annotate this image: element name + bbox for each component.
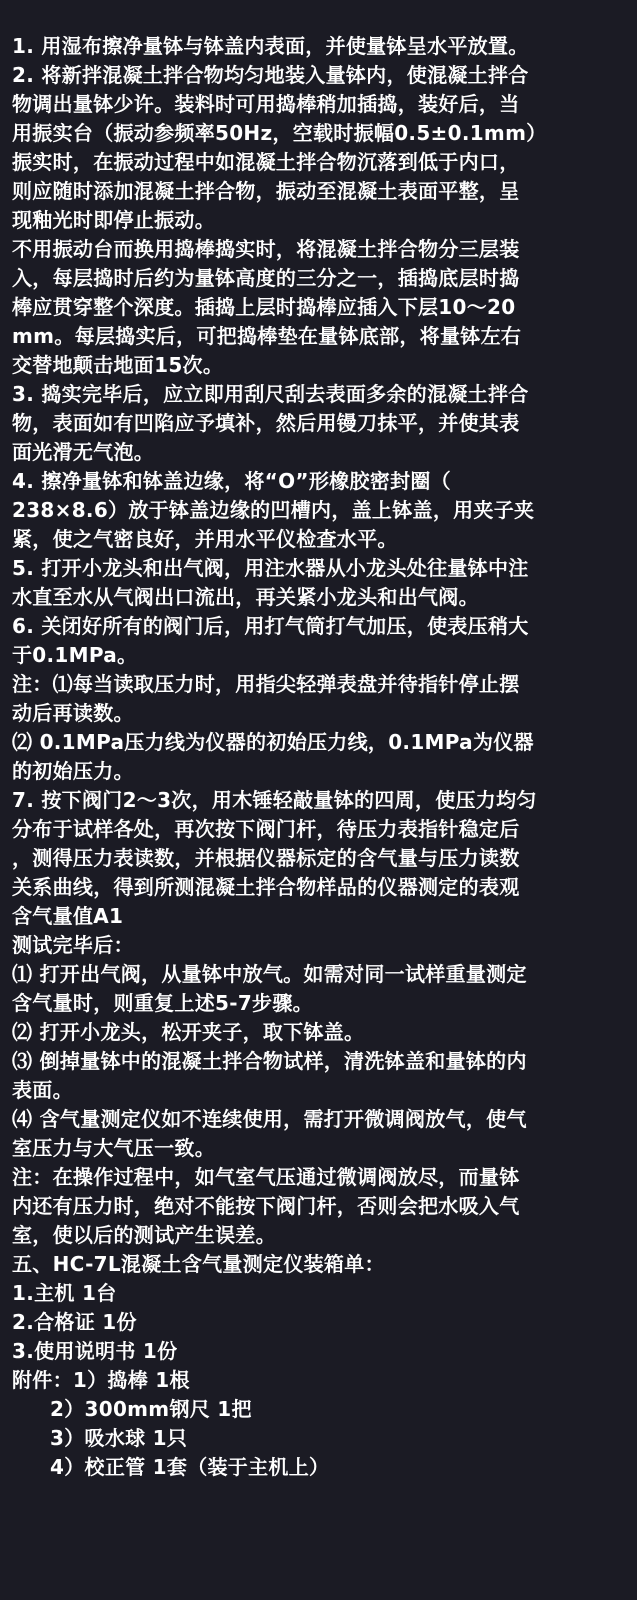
packing-list-item: 3.使用说明书 1份 xyxy=(12,1339,178,1363)
text-line: 3. 捣实完毕后，应立即用刮尺刮去表面多余的混凝土拌合 xyxy=(12,382,529,406)
text-line: 分布于试样各处，再次按下阀门杆，待压力表指针稳定后 xyxy=(12,817,520,841)
text-line: mm。每层捣实后，可把捣棒垫在量钵底部，将量钵左右 xyxy=(12,324,522,348)
text-line: ⑶ 倒掉量钵中的混凝土拌合物试样，清洗钵盖和量钵的内 xyxy=(12,1049,527,1073)
text-line: 于0.1MPa。 xyxy=(12,643,138,667)
text-line: ⑵ 0.1MPa压力线为仪器的初始压力线，0.1MPa为仪器 xyxy=(12,730,534,754)
text-line: 水直至水从气阀出口流出，再关紧小龙头和出气阀。 xyxy=(12,585,479,609)
text-line: 物，表面如有凹陷应予填补，然后用镘刀抹平，并使其表 xyxy=(12,411,520,435)
text-line: 棒应贯穿整个深度。插捣上层时捣棒应插入下层10～20 xyxy=(12,295,516,319)
text-line: 振实时，在振动过程中如混凝土拌合物沉落到低于内口， xyxy=(12,150,520,174)
text-line: 含气量值A1 xyxy=(12,904,124,928)
text-line: 室压力与大气压一致。 xyxy=(12,1136,215,1160)
text-line: 内还有压力时，绝对不能按下阀门杆，否则会把水吸入气 xyxy=(12,1194,520,1218)
text-line: 紧，使之气密良好，并用水平仪检查水平。 xyxy=(12,527,398,551)
text-line: 现釉光时即停止振动。 xyxy=(12,208,215,232)
packing-list-item: 1.主机 1台 xyxy=(12,1281,117,1305)
text-line: 1. 用湿布擦净量钵与钵盖内表面，并使量钵呈水平放置。 xyxy=(12,34,529,58)
text-line: 交替地颠击地面15次。 xyxy=(12,353,224,377)
accessory-item: 2）300mm钢尺 1把 xyxy=(50,1397,252,1421)
accessory-item: 附件：1）捣棒 1根 xyxy=(12,1368,190,1392)
text-line: 2. 将新拌混凝土拌合物均匀地装入量钵内，使混凝土拌合 xyxy=(12,63,529,87)
text-line: 面光滑无气泡。 xyxy=(12,440,155,464)
section-heading-packing-list: 五、HC-7L混凝土含气量测定仪装箱单： xyxy=(12,1252,385,1276)
text-line: 室，使以后的测试产生误差。 xyxy=(12,1223,276,1247)
text-line: ⑵ 打开小龙头，松开夹子，取下钵盖。 xyxy=(12,1020,365,1044)
text-line: 238×8.6）放于钵盖边缘的凹槽内，盖上钵盖，用夹子夹 xyxy=(12,498,535,522)
text-line: 动后再读数。 xyxy=(12,701,134,725)
text-line: 不用振动台而换用捣棒捣实时，将混凝土拌合物分三层装 xyxy=(12,237,520,261)
accessory-item: 4）校正管 1套（装于主机上） xyxy=(50,1455,330,1479)
text-line: 注：⑴每当读取压力时，用指尖轻弹表盘并待指针停止摆 xyxy=(12,672,520,696)
accessory-item: 3）吸水球 1只 xyxy=(50,1426,188,1450)
packing-list-item: 2.合格证 1份 xyxy=(12,1310,137,1334)
text-line: 5. 打开小龙头和出气阀，用注水器从小龙头处往量钵中注 xyxy=(12,556,529,580)
text-line: 用振实台（振动参频率50Hz，空载时振幅0.5±0.1mm） xyxy=(12,121,547,145)
text-line: ⑷ 含气量测定仪如不连续使用，需打开微调阀放气，使气 xyxy=(12,1107,527,1131)
text-line: 则应随时添加混凝土拌合物，振动至混凝土表面平整，呈 xyxy=(12,179,520,203)
text-line: 关系曲线，得到所测混凝土拌合物样品的仪器测定的表观 xyxy=(12,875,520,899)
text-line: 的初始压力。 xyxy=(12,759,134,783)
text-line: 注：在操作过程中，如气室气压通过微调阀放尽，而量钵 xyxy=(12,1165,520,1189)
text-line: ，测得压力表读数，并根据仪器标定的含气量与压力读数 xyxy=(12,846,520,870)
text-line: 测试完毕后： xyxy=(12,933,134,957)
text-line: 7. 按下阀门2～3次，用木锤轻敲量钵的四周，使压力均匀 xyxy=(12,788,537,812)
text-line: 6. 关闭好所有的阀门后，用打气筒打气加压，使表压稍大 xyxy=(12,614,529,638)
text-line: ⑴ 打开出气阀，从量钵中放气。如需对同一试样重量测定 xyxy=(12,962,527,986)
text-line: 入，每层捣时后约为量钵高度的三分之一，插捣底层时捣 xyxy=(12,266,520,290)
text-line: 4. 擦净量钵和钵盖边缘，将“O”形橡胶密封圈（ xyxy=(12,469,451,493)
text-line: 表面。 xyxy=(12,1078,73,1102)
text-line: 含气量时，则重复上述5-7步骤。 xyxy=(12,991,313,1015)
text-line: 物调出量钵少许。装料时可用捣棒稍加插捣，装好后，当 xyxy=(12,92,520,116)
